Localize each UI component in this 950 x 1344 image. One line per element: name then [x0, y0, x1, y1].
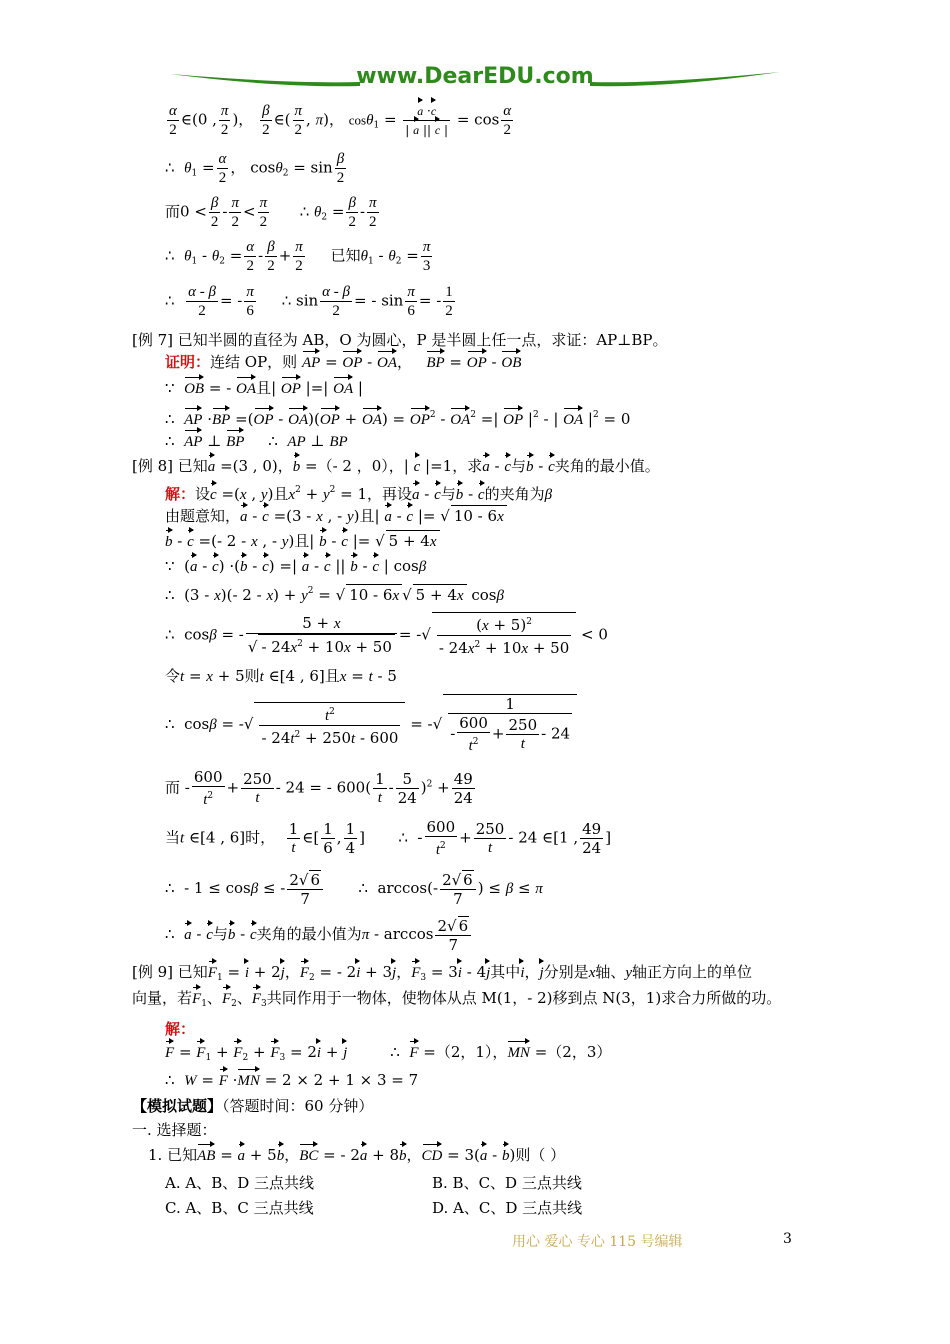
section-1-title: 一. 选择题： [132, 1121, 217, 1139]
text-vector: 向量，若 [132, 989, 193, 1007]
example-8-sol-line-4: ∵ (a - c) ·(b - c) =| a - c || b - c | cosβ [165, 557, 427, 575]
example-8-sol-line-5: ∴ (3 - x)(- $2 - x) + y^2$ = √ 10 - 6x √ 5 + 4x cosβ [165, 586, 504, 604]
text-and: 且 [256, 379, 272, 397]
sim-time: （答题时间：60 分钟） [222, 1097, 374, 1115]
question-1: 1. 已知AB = a + 5b，BC = - 2a + 8b，CD = 3(a - b)则（ ） [148, 1146, 566, 1164]
site-header [170, 62, 780, 98]
option-d[interactable]: D. A、C、D 三点共线 [432, 1199, 583, 1217]
sim-title: 【模拟试题】 [132, 1097, 223, 1115]
example-8-sol-line-2: 由题意知，a - c =(3 - x , - y)且| a - c |= √ 10 - 6x [165, 505, 507, 527]
text-er: 而 [165, 202, 181, 221]
option-c[interactable]: C. A、B、C 三点共线 [165, 1199, 314, 1217]
page-number: 3 [783, 1231, 792, 1247]
example-7-proof-line-2: ∵ OB = - OA且| OP |=| OA | [165, 379, 363, 397]
formula-line-3: 而0 < $\frac{\beta}{2}$ - $\frac{\pi}{2}$ < $\frac{\pi}{2}$ ∴ $\theta_2$ = $\frac{\beta}{2}$ - $\frac{\pi}{2}$ [165, 195, 377, 230]
q1-end: 则（ ） [515, 1146, 566, 1164]
example-8-sol-line-11: ∴ - 1 ≤ cosβ ≤ - $\frac{2√ 6}{7}$ ∴ arccos(- $\frac{2√ 6}{7}$ ) ≤ β ≤ π [165, 871, 543, 908]
example-7-statement: [例 7] 已知半圆的直径为 AB，O 为圆心，P 是半圆上任一点，求证：AP⊥BP。 [132, 331, 668, 349]
ex9-label: [例 9] 已知 [132, 963, 208, 981]
text-let: 设 [195, 485, 211, 503]
text-dang: 当 [165, 828, 181, 847]
text-work: 共同作用于一物体，使物体从点 M(1，- 2)移到点 N(3，1)求合力所做的功。 [266, 989, 782, 1007]
text-qizhong: 其中 [490, 963, 521, 981]
text-known: 由题意知， [165, 507, 241, 525]
text-ling: 令 [165, 667, 181, 685]
example-8-sol-line-6: ∴ cosβ = - $\frac{5 + x}{√ - 24x^2 + 10x + 50}$ = -√ $\frac{(x + 5)^2}{- 24x^2 + 10x + 50}$ < 0 [165, 614, 608, 657]
option-a[interactable]: A. A、B、D 三点共线 [165, 1174, 315, 1192]
example-8-statement: [例 8] 已知a =(3 , 0)，b =（- 2 ，0），| c |=1，求a - c与b - c夹角的最小值。 [132, 457, 660, 475]
formula-line-5: ∴ $\frac{\alpha - \beta}{2}$ = - $\frac{\pi}{6}$ ∴ sin $\frac{\alpha - \beta}{2}$ = - sin $\frac{\pi}{6}$ = - $\frac{1}{2}$ [165, 284, 453, 319]
solution-label-2: 解： [165, 1020, 196, 1038]
example-8-sol-line-8: ∴ cosβ = -√ $\frac{t^2}{- 24t^2 + 250t - 600}$ = -√ 1 - $\frac{600}{t^2}$ + $\frac{250}{t}$ - 24 [165, 694, 577, 755]
text-unit: 轴正方向上的单位 [632, 963, 753, 981]
example-7-proof-line-3: ∴ AP $\cdot BP =(OP - OA)(OP + OA) = OP^2 - OA^2$ =| OP $|^2$ - | OA $|^2 = 0$ [165, 410, 631, 428]
text-shi: 时， [245, 828, 276, 847]
example-8-sol-line-7: 令t = x + 5则t ∈[4 , 6]且x = t - 5 [165, 667, 397, 685]
example-8-sol-line-12: ∴ a - c与b - c夹角的最小值为π - arccos $\frac{2√ 6}{7}$ [165, 916, 473, 954]
example-9-sol-line-1: $F = F_1 + F_2 + F_3 = 2i + j$ ∴ F =（2，1），MN =（2，3） [165, 1043, 612, 1063]
text-qie: 且 [324, 667, 340, 685]
text-min-angle: 夹角的最小值为 [256, 925, 362, 943]
example-8-sol-line-3: b - c =(- 2 - x , - y)且| b - c |= √ 5 + 4x [165, 530, 440, 552]
footer-text: 用心 爱心 专心 115 号编辑 [512, 1234, 683, 1250]
sim-test-heading [132, 1096, 373, 1116]
text-known: 已知 [330, 246, 361, 265]
text-fenbie: 分别是 [543, 963, 589, 981]
text-axis: 轴、 [595, 963, 626, 981]
example-8-sol-line-10: 当t ∈[4 , 6]时， $\frac{1}{t}$ ∈[ $\frac{1}{6}$ , $\frac{1}{4}$ ] ∴ - $\frac{600}{t^2}$ + $\frac{250}{t}$ - 24 ∈[1 , $\frac{49}{24}$ ] [165, 818, 612, 858]
q1-label: 1. 已知 [148, 1146, 198, 1164]
text-yu: 与 [212, 925, 228, 943]
formula-line-1: $\frac{\alpha}{2}$ ∈(0 , $\frac{\pi}{2}$ )， $\frac{\beta}{2}$ ∈( $\frac{\pi}{2}$ , π)， cosθ$_1$ = $\frac{a \cdot c}{| a || c |}$ = cos $\frac{\alpha}{2}$ [169, 103, 512, 138]
site-url[interactable]: www.DearEDU.com [356, 64, 594, 89]
solution-label: 解： [165, 485, 196, 503]
example-8-sol-line-9: 而 - $\frac{600}{t^2}$ + $\frac{250}{t}$ - 24 = - 600( $\frac{1}{t}$ - $\frac{5}{24}$ )$^2$ + $\frac{49}{24}$ [165, 768, 473, 808]
text-ze: 则 [244, 667, 260, 685]
example-9-sol-label [165, 1019, 195, 1039]
formula-line-4: ∴ $\theta_1 - \theta_2$ = $\frac{\alpha}{2}$ - $\frac{\beta}{2}$ + $\frac{\pi}{2}$ 已知$\theta_1 - \theta_2$ = $\frac{\pi}{3}$ [165, 239, 431, 274]
example-7-proof-line-4: ∴ AP ⊥ BP ∴ AP ⊥ BP [165, 432, 348, 450]
option-b[interactable]: B. B、C、D 三点共线 [432, 1174, 582, 1192]
proof-text: 连结 OP，则 [210, 353, 298, 371]
text-er2: 而 [165, 778, 181, 797]
example-8-sol-line-1: 解：设c =(x , y)且$x^2 + y^2 = 1$，再设a - c与b - c的夹角为β [165, 485, 553, 503]
example-9-line-1: [例 9] 已知$F_1 = i + 2j$，$F_2$ = - 2i + 3j，$F_3 = 3i - 4j$其中i，j分别是x轴、y轴正方向上的单位 [132, 963, 753, 983]
example-9-sol-line-2: ∴ W = F ·MN = 2 × 2 + 1 × 3 = 7 [165, 1071, 419, 1089]
proof-label: 证明： [165, 353, 211, 371]
ex8-label: [例 8] 已知 [132, 457, 208, 475]
example-7-proof-line-1: 证明：连结 OP，则 AP = OP - OA， BP = OP - OB [165, 353, 522, 371]
example-9-line-2: 向量，若$F_1$、$F_2$、$F_3$共同作用于一物体，使物体从点 M(1，- 2)移到点 N(3，1)求合力所做的功。 [132, 989, 782, 1009]
formula-line-2: ∴ $\theta_1$ = $\frac{\alpha}{2}$ ， cosθ$_2$ = sin $\frac{\beta}{2}$ [165, 151, 345, 186]
